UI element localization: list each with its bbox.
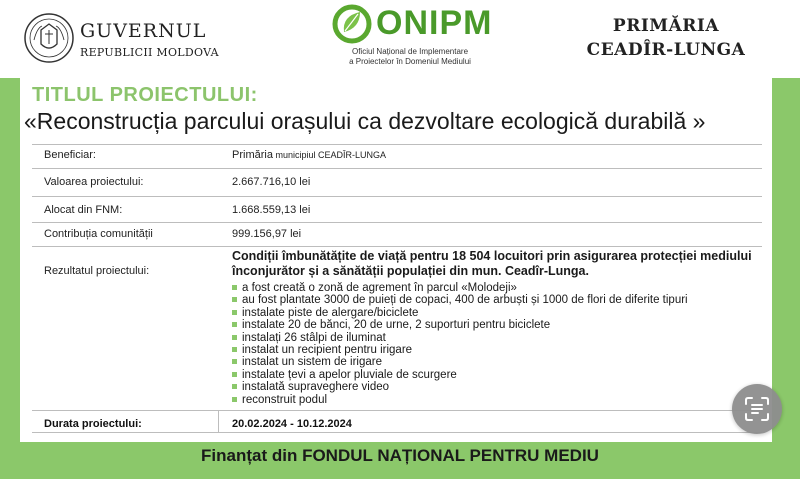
funding-footer: Finanțat din FONDUL NAȚIONAL PENTRU MEDIU: [201, 446, 599, 465]
list-item: instalat un sistem de irigare: [232, 356, 688, 368]
table-divider: [32, 432, 762, 433]
table-divider: [32, 246, 762, 247]
list-item: instalată supraveghere video: [232, 381, 688, 393]
beneficiar-label: Beneficiar:: [44, 149, 96, 161]
nipm-wordmark: ONIPM: [376, 4, 493, 42]
nipm-logo-block: [320, 2, 493, 76]
government-logo-block: [24, 8, 244, 68]
alocat-label: Alocat din FNM:: [44, 204, 123, 216]
contributia-label: Contribuția comunității: [44, 228, 153, 240]
list-item: instalate 20 de bănci, 20 de urne, 2 suporturi pentru biciclete: [232, 319, 688, 331]
table-divider: [32, 168, 762, 169]
primaria-title: [566, 14, 766, 62]
contributia-value: 999.156,97 lei: [232, 228, 302, 240]
nipm-subtitle-line2: a Proiectelor în Domeniul Mediului: [349, 57, 471, 66]
list-item: a fost creată o zonă de agrement în parcul «Molodeji»: [232, 282, 688, 294]
nipm-logo: [330, 2, 493, 46]
rezultat-label: Rezultatul proiectului:: [44, 265, 150, 277]
table-divider: [32, 222, 762, 223]
header-bar: [0, 0, 800, 78]
leaf-ring-icon: [330, 2, 374, 46]
durata-value: 20.02.2024 - 10.12.2024: [232, 418, 352, 430]
rezultat-heading: Condiții îmbunătățite de viață pentru 18 504 locuitori prin asigurarea protecției mediului înconjurător și a sănătății populației din mun. Ceadîr-Lunga.: [232, 249, 752, 278]
table-divider: [32, 410, 762, 411]
valoare-value: 2.667.716,10 lei: [232, 176, 311, 188]
beneficiar-value: [232, 149, 386, 161]
list-item: instalate piste de alergare/biciclete: [232, 307, 688, 319]
beneficiar-value-main: Primăria: [232, 149, 273, 161]
list-item: reconstruit podul: [232, 394, 688, 406]
project-title: «Reconstrucția parcului orașului ca dezvoltare ecologică durabilă »: [24, 108, 706, 134]
table-column-divider: [218, 410, 219, 432]
alocat-value: 1.668.559,13 lei: [232, 204, 311, 216]
list-item: au fost plantate 3000 de puieți de copaci, 400 de arbuști și 1000 de flori de diferite tipuri: [232, 294, 688, 306]
government-title: GUVERNUL: [80, 20, 207, 42]
list-item: instalați 26 stâlpi de iluminat: [232, 332, 688, 344]
list-item: instalate țevi a apelor pluviale de scurgere: [232, 369, 688, 381]
list-item: instalat un recipient pentru irigare: [232, 344, 688, 356]
table-divider: [32, 144, 762, 145]
beneficiar-value-rest: municipiul CEADÎR-LUNGA: [272, 150, 386, 160]
primaria-line1: PRIMĂRIA: [612, 16, 720, 36]
text-scan-icon: [744, 396, 770, 422]
nipm-subtitle: [320, 47, 500, 67]
government-subtitle: REPUBLICII MOLDOVA: [80, 46, 219, 59]
text-scan-button[interactable]: [732, 384, 782, 434]
project-title-label: TITLUL PROIECTULUI:: [32, 84, 258, 106]
valoare-label: Valoarea proiectului:: [44, 176, 144, 188]
primaria-line2: CEADÎR-LUNGA: [586, 40, 746, 60]
rezultat-list: [232, 282, 688, 406]
nipm-subtitle-line1: Oficiul Național de Implementare: [351, 47, 469, 56]
table-divider: [32, 196, 762, 197]
durata-label: Durata proiectului:: [44, 418, 142, 430]
moldova-coat-of-arms-icon: [24, 10, 74, 66]
